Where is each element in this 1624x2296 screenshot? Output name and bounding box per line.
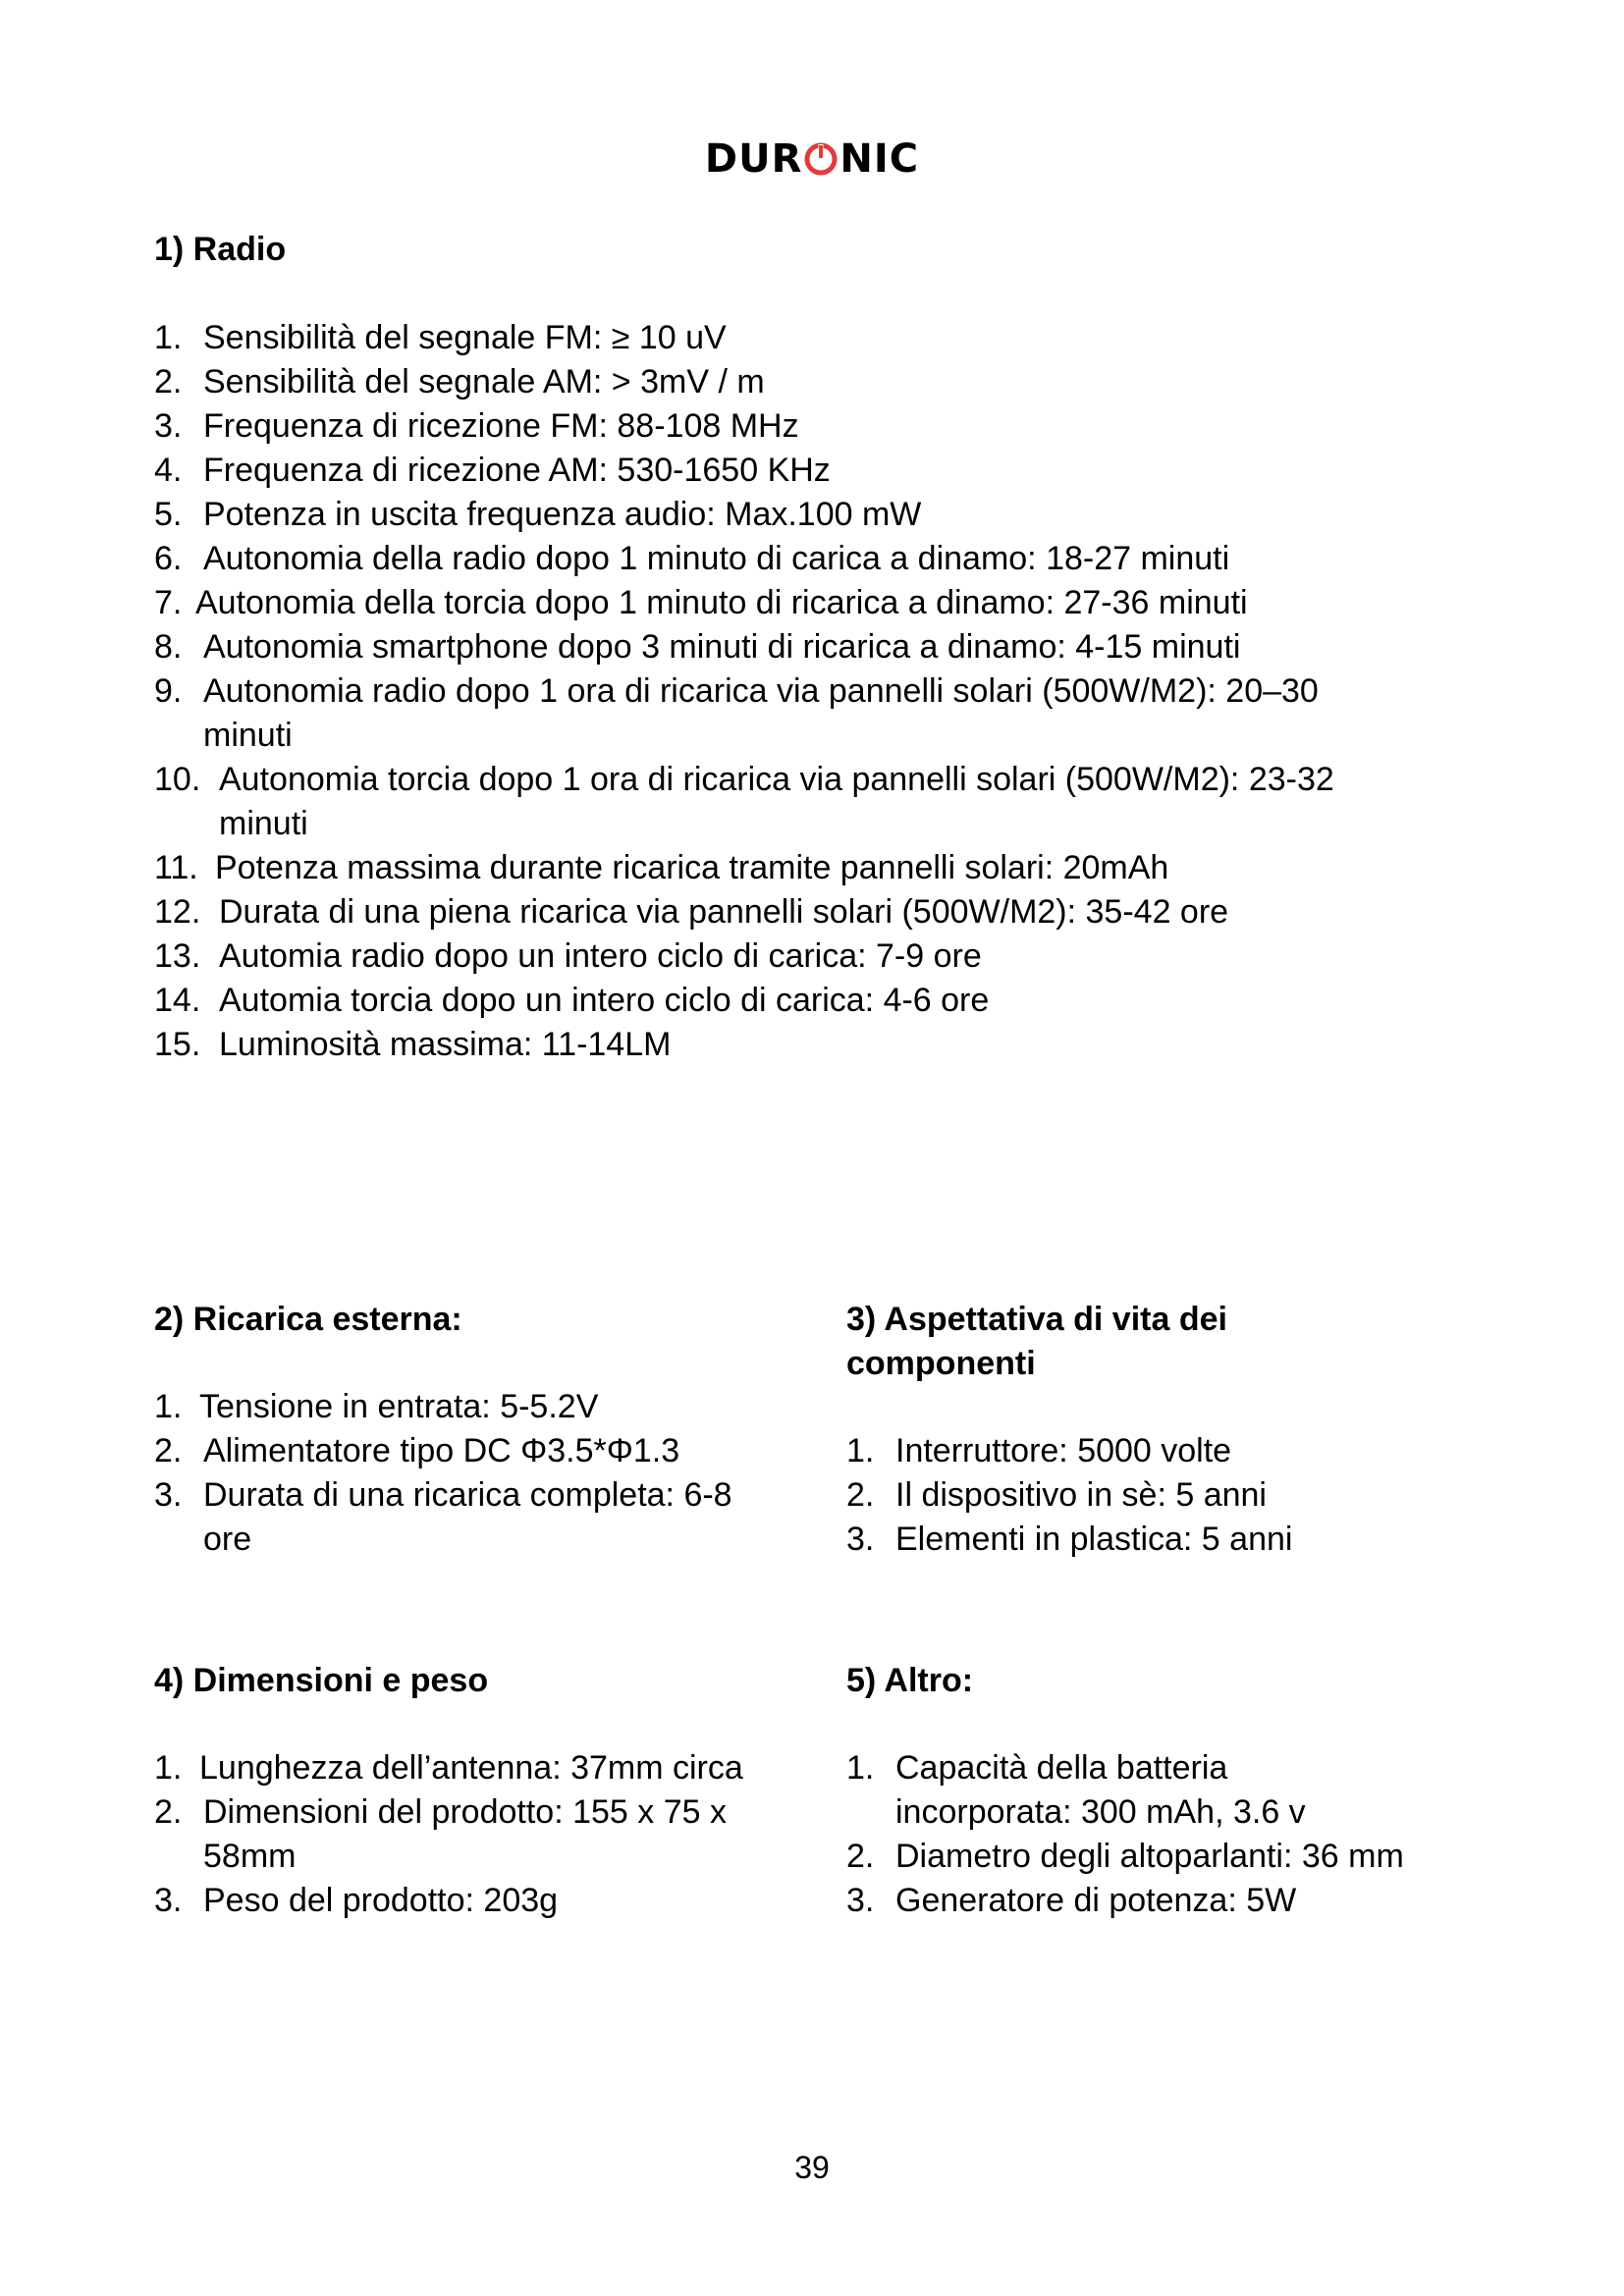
list-item: 14. Automia torcia dopo un intero ciclo di carica: 4-6 ore bbox=[154, 982, 990, 1019]
list-item: 5. Potenza in uscita frequenza audio: Max.100 mW bbox=[154, 496, 922, 533]
section-title-dimensions: 4) Dimensioni e peso bbox=[154, 1662, 489, 1699]
power-icon bbox=[804, 142, 838, 176]
page-number: 39 bbox=[794, 2150, 830, 2185]
list-item: 2. Dimensioni del prodotto: 155 x 75 x 58mm bbox=[154, 1793, 727, 1875]
list-item: 2. Il dispositivo in sè: 5 anni bbox=[846, 1476, 1267, 1514]
list-item: 10. Autonomia torcia dopo 1 ora di ricarica via pannelli solari (500W/M2): 23-32 minuti bbox=[154, 761, 1334, 842]
external-charging-list bbox=[154, 1385, 802, 1562]
list-item: 2. Alimentatore tipo DC Φ3.5*Φ1.3 bbox=[154, 1432, 680, 1469]
list-item: 6. Autonomia della radio dopo 1 minuto di carica a dinamo: 18-27 minuti bbox=[154, 540, 1230, 577]
list-item: 3. Elementi in plastica: 5 anni bbox=[846, 1521, 1293, 1558]
section-title-component-life: 3) Aspettativa di vita dei componenti bbox=[846, 1301, 1227, 1382]
radio-spec-list bbox=[154, 316, 1470, 1067]
section-title-radio: 1) Radio bbox=[154, 231, 287, 268]
list-item: 7. Autonomia della torcia dopo 1 minuto di ricarica a dinamo: 27-36 minuti bbox=[154, 584, 1248, 621]
other-list bbox=[846, 1746, 1494, 1923]
list-item: 15. Luminosità massima: 11-14LM bbox=[154, 1026, 672, 1063]
list-item: 1. Lunghezza dell’antenna: 37mm circa bbox=[154, 1749, 743, 1787]
list-item: 8. Autonomia smartphone dopo 3 minuti di ricarica a dinamo: 4-15 minuti bbox=[154, 628, 1241, 666]
list-item: 3. Peso del prodotto: 203g bbox=[154, 1882, 559, 1919]
list-item: 11. Potenza massima durante ricarica tramite pannelli solari: 20mAh bbox=[154, 849, 1169, 886]
section-title-external-charging: 2) Ricarica esterna: bbox=[154, 1301, 462, 1338]
list-item: 12. Durata di una piena ricarica via pannelli solari (500W/M2): 35-42 ore bbox=[154, 893, 1229, 931]
list-item: 3. Generatore di potenza: 5W bbox=[846, 1882, 1297, 1919]
list-item: 3. Frequenza di ricezione FM: 88-108 MHz bbox=[154, 407, 799, 445]
brand-logo bbox=[0, 133, 1624, 183]
component-life-list bbox=[846, 1429, 1494, 1562]
list-item: 1. Sensibilità del segnale FM: ≥ 10 uV bbox=[154, 319, 727, 356]
logo-text-right: NIC bbox=[839, 136, 920, 182]
list-item: 3. Durata di una ricarica completa: 6-8 ore bbox=[154, 1476, 732, 1558]
dimensions-list bbox=[154, 1746, 802, 1923]
section-title-other: 5) Altro: bbox=[846, 1662, 974, 1699]
list-item: 4. Frequenza di ricezione AM: 530-1650 KHz bbox=[154, 452, 831, 489]
list-item: 1. Interruttore: 5000 volte bbox=[846, 1432, 1232, 1469]
list-item: 1. Capacità della batteria incorporata: 300 mAh, 3.6 v bbox=[846, 1749, 1306, 1831]
list-item: 2. Sensibilità del segnale AM: > 3mV / m bbox=[154, 363, 765, 400]
list-item: 2. Diametro degli altoparlanti: 36 mm bbox=[846, 1838, 1404, 1875]
list-item: 1. Tensione in entrata: 5-5.2V bbox=[154, 1388, 599, 1425]
logo-text-left: DUR bbox=[704, 136, 803, 182]
list-item: 13. Automia radio dopo un intero ciclo di carica: 7-9 ore bbox=[154, 937, 982, 975]
list-item: 9. Autonomia radio dopo 1 ora di ricarica via pannelli solari (500W/M2): 20–30 minuti bbox=[154, 672, 1319, 754]
